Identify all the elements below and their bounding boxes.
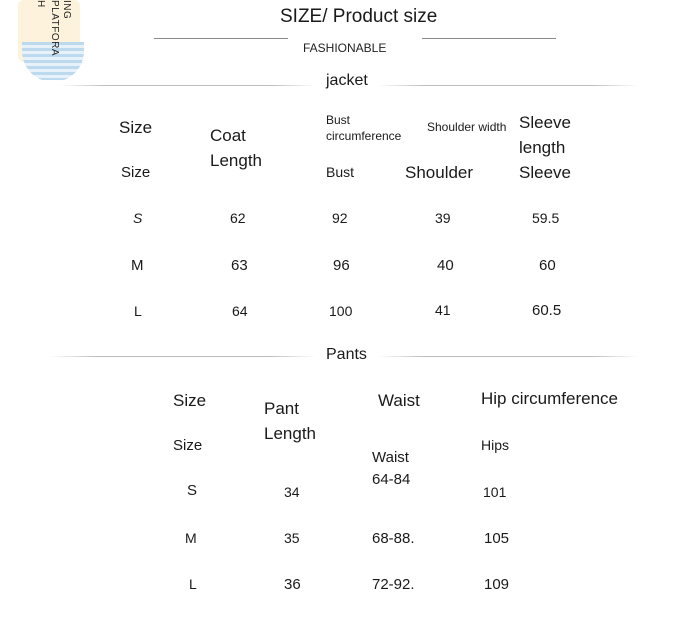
table-cell-pant-length: 34 [284,484,300,500]
table-cell-coat-length: 62 [230,210,246,226]
header-size: Size [119,118,153,137]
watermark-text-line: ING [61,0,72,20]
subheader-bust: Bust [326,164,355,180]
subheader-size: Size [121,164,151,181]
table-cell-shoulder: 40 [437,257,454,274]
header-pant-length: Pant Length [264,399,316,443]
subheader-waist: Waist [372,449,409,466]
header-waist: Waist [378,391,420,410]
divider [422,38,556,39]
table-cell-hips: 109 [484,576,510,593]
header-bust-circumference: Bust circumference [326,113,402,143]
divider [378,356,638,357]
divider [378,85,638,86]
divider [60,85,316,86]
table-cell-hips: 101 [483,484,507,500]
table-cell-coat-length: 64 [232,303,248,319]
table-cell-size: M [131,257,144,274]
table-cell-pant-length: 36 [284,576,301,593]
divider [154,38,288,39]
watermark-text-line: PLATFORA [49,0,60,57]
table-cell-waist: 64-84 [372,471,411,488]
section-title-pants: Pants [326,346,367,363]
watermark-text-line: H [35,0,46,8]
subheader-shoulder: Shoulder [405,163,474,182]
subheader-size: Size [173,437,203,454]
table-cell-waist: 72-92. [372,576,415,593]
page-subtitle: FASHIONABLE [303,41,387,55]
table-cell-size: L [134,303,142,319]
header-hip-circumference: Hip circumference [481,389,618,408]
table-cell-pant-length: 35 [284,530,300,546]
section-title-jacket: jacket [326,72,368,89]
header-size: Size [173,391,207,410]
header-coat-length: Coat Length [210,126,262,170]
table-cell-sleeve: 60 [539,257,556,274]
table-cell-hips: 105 [484,530,510,547]
table-cell-shoulder: 39 [435,210,451,226]
header-shoulder-width: Shoulder width [427,120,507,134]
table-cell-bust: 92 [332,210,348,226]
table-cell-coat-length: 63 [231,257,248,274]
table-cell-sleeve: 60.5 [532,302,562,319]
table-cell-waist: 68-88. [372,530,415,547]
table-cell-size: S [133,210,143,226]
divider [50,356,316,357]
subheader-sleeve: Sleeve [519,163,571,182]
subheader-hips: Hips [481,437,510,453]
brand-watermark-logo [0,0,86,80]
table-cell-size: M [185,530,197,546]
header-sleeve-length: Sleeve length [519,113,571,157]
table-cell-shoulder: 41 [435,302,451,318]
table-cell-bust: 100 [329,303,353,319]
table-cell-bust: 96 [333,257,350,274]
table-cell-sleeve: 59.5 [532,210,560,226]
table-cell-size: L [189,576,197,592]
page-title: SIZE/ Product size [280,6,438,27]
table-cell-size: S [187,482,198,499]
